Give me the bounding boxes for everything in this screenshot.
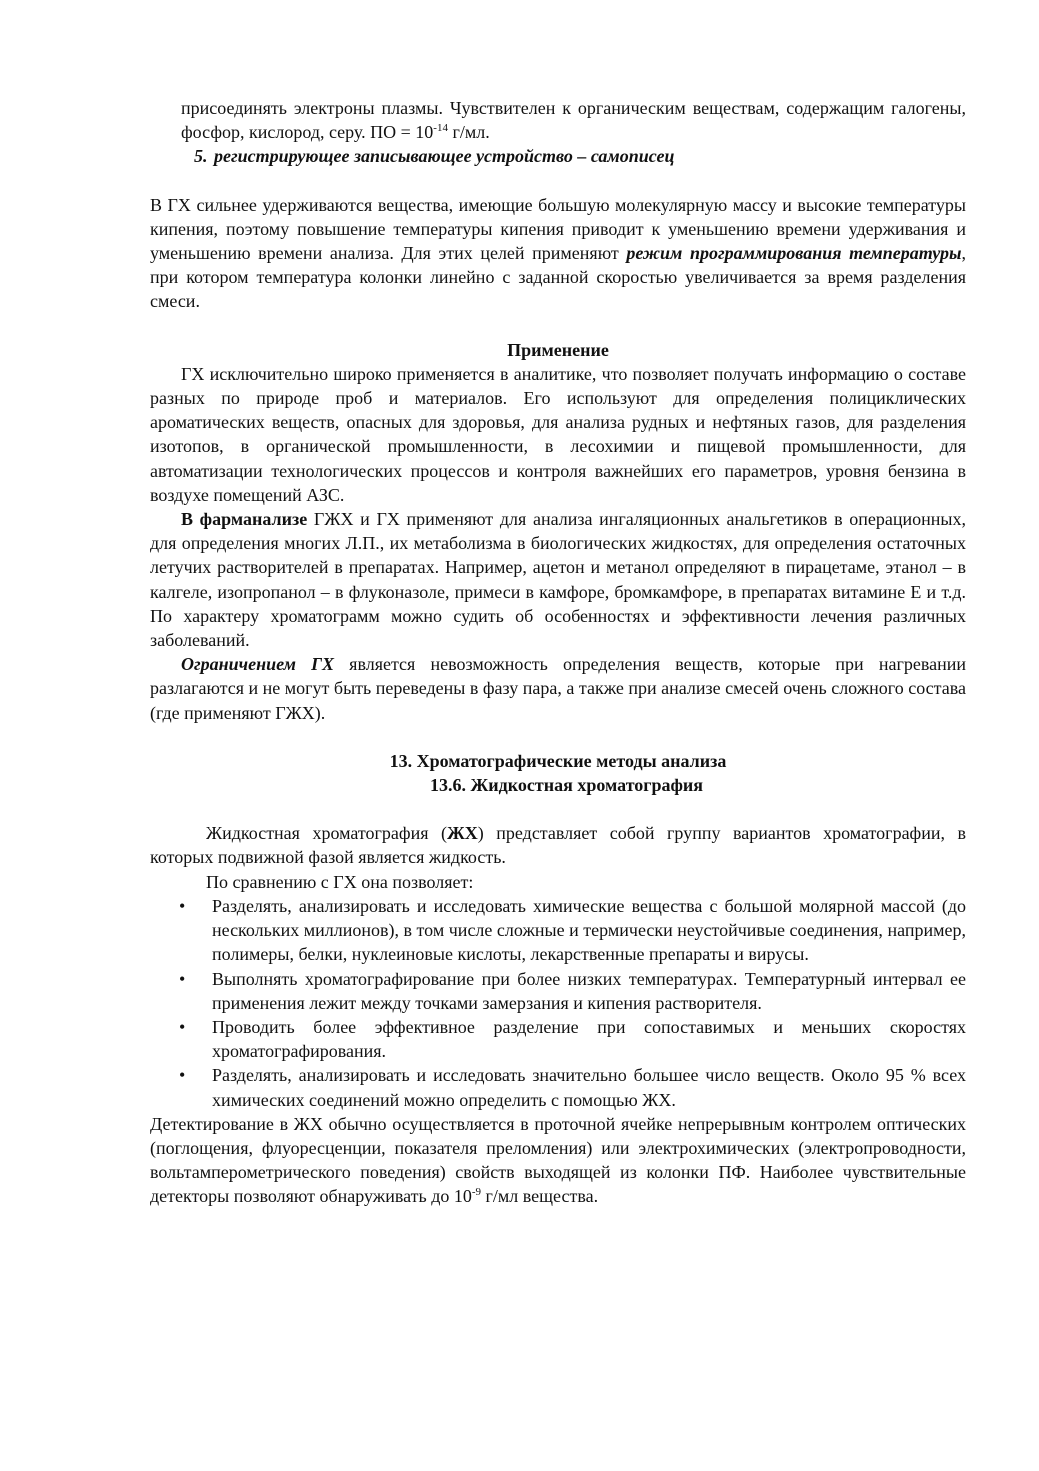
text-span: Детектирование в ЖХ обычно осуществляется в проточной ячейке непрерывным контролем оптических (поглощения, флуоресценции, показателя преломления) или электрохимических (электропроводности, вольтамперометрического поведения) свойств выходящей из колонки ПФ. Наиболее чувствительные детекторы позволяют обнаруживать до 10 — [150, 1113, 966, 1207]
list-item-text: Выполнять хроматографирование при более низких температурах. Температурный интервал ее применения лежит между точками замерзания и кипения растворителя. — [212, 968, 966, 1013]
text-span: является невозможность определения веществ, которые при нагревании разлагаются и не могут быть переведены в фазу пара, а также при анализе смесей очень сложного состава (где применяют ГЖХ). — [150, 654, 967, 723]
list-item-text: Разделять, анализировать и исследовать химические вещества с большой молярной массой (до нескольких миллионов), в том числе сложные и термически неустойчивые соединения, например, полимеры, белки, нуклеиновые кислоты, лекарственные препараты и вирусы. — [212, 895, 966, 965]
text-span: , при котором температура колонки линейно с заданной скоростью увеличивается за время разделения смеси. — [150, 243, 966, 312]
emphasis-text: Ограничением ГХ — [181, 654, 335, 675]
paragraph-limitation — [150, 652, 966, 725]
text-span: г/мл вещества. — [481, 1186, 599, 1207]
subsection-title: 13.6. Жидкостная хроматография — [430, 775, 704, 796]
text-span: Жидкостная хроматография ( — [206, 823, 447, 844]
list-item-text: регистрирующее записывающее устройство – самописец — [214, 146, 675, 167]
list-number: 5. — [194, 146, 208, 167]
text-span: присоединять электроны плазмы. Чувствителен к органическим веществам, содержащим галогены, фосфор, кислород, серу. ПО = 10 — [181, 98, 966, 143]
superscript: -14 — [433, 122, 448, 135]
document-page — [150, 96, 966, 1209]
list-item-5 — [150, 144, 966, 168]
list-item — [150, 967, 966, 1015]
text-span: ГЖХ и ГХ применяют для анализа ингаляционных анальгетиков в операционных, для определения многих Л.П., их метаболизма в биологических жидкостях, для определения остаточных летучих растворителей в препаратах. Например, ацетон и метанол определяют в пирацетаме, этанол – в калгеле, изопропанол – в флуконазоле, примеси в камфоре, бромкамфоре, в препаратах витамине Е и т.д. По характеру хроматограмм можно судить об особенностях и эффективности лечения различных заболеваний. — [150, 509, 967, 651]
text-span: В ГХ сильнее удерживаются вещества, имеющие большую молекулярную массу и высокие температуры кипения, поэтому повышение температуры кипения приводит к уменьшению времени удерживания и уменьшению времени анализа. Для этих целей применяют — [150, 194, 966, 264]
heading-application: Применение — [507, 339, 609, 360]
list-item — [150, 1063, 966, 1111]
bullet-icon: • — [179, 895, 186, 916]
list-item — [150, 1015, 966, 1063]
text-span: г/мл. — [447, 122, 490, 143]
emphasis-text: режим программирования температуры — [626, 243, 962, 264]
bullet-icon: • — [179, 1016, 186, 1037]
paragraph-pharma-analysis — [150, 507, 966, 652]
list-item — [150, 894, 966, 967]
bold-text: ЖХ — [446, 823, 478, 844]
list-item-text: Проводить более эффективное разделение при сопоставимых и меньших скоростях хроматографирования. — [212, 1016, 966, 1062]
section-title: 13. Хроматографические методы анализа — [389, 750, 727, 771]
bullet-icon: • — [179, 1065, 186, 1086]
paragraph-lc-intro — [150, 821, 966, 869]
paragraph-application: ГХ исключительно широко применяется в аналитике, что позволяет получать информацию о составе разных по природе проб и материалов. Его используют для определения полициклических ароматических веществ, опасных для здоровья, для анализа рудных и нефтяных газов, для разделения изотопов, в органической промышленности, в лесохимии и пищевой промышленности, для автоматизации технологических процессов и контроля важнейших его параметров, уровня бензина в воздухе помещений АЗС. — [150, 363, 966, 505]
detector-description-continued — [150, 96, 966, 144]
paragraph-temperature-programming — [150, 193, 966, 314]
paragraph-detection — [150, 1112, 966, 1209]
list-item-text: Разделять, анализировать и исследовать значительно большее число веществ. Около 95 % всех химических соединений можно определить с помощью ЖХ. — [212, 1065, 966, 1110]
text-span: ) представляет собой группу вариантов хроматографии, в которых подвижной фазой является жидкость. — [150, 823, 966, 868]
advantages-list — [150, 894, 966, 1112]
superscript: -9 — [471, 1186, 482, 1199]
paragraph-comparison: По сравнению с ГХ она позволяет: — [206, 871, 474, 892]
bullet-icon: • — [179, 968, 186, 989]
bold-text: В фарманализе — [181, 509, 308, 530]
